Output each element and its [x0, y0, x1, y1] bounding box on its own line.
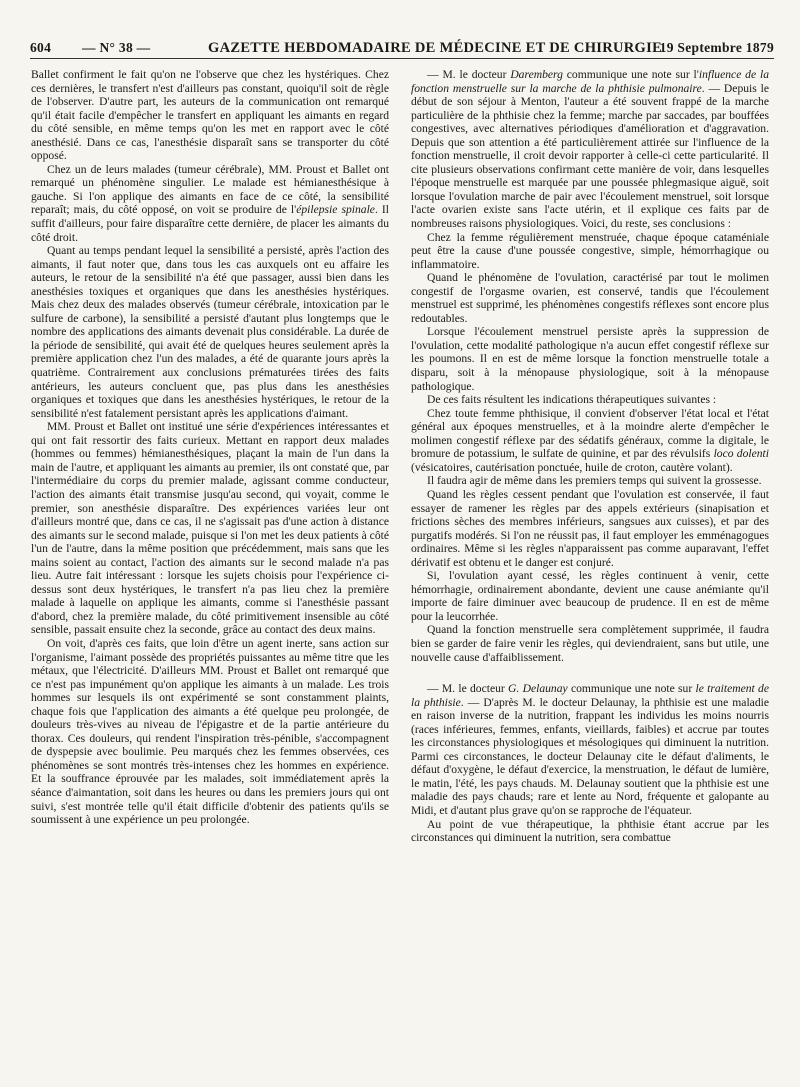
text-run: . — Depuis le début de son séjour à Menton, l'auteur a été souvent frappé de la marche particulière de la phthisie chez la femme; marche par saccades, par bouffées congestives, avec alternatives périodiques d'amélioration et d'aggravation. Depuis que son attention a été particulièrement attirée sur l'influence de la fonction menstruelle, il croit devoir rapporter à celle-ci cette particularité. Il cite plusieurs observations confirmant cette manière de voir, dans lesquelles l'époque menstruelle est marquée par une poussée phlegmasique aiguë, soit lorsque l'ovulation marche de pair avec l'écoulement menstruel, soit lorsque l'acte ovarien existe sans l'acte utérin, et il explique ces faits par de nombreuses raisons physiologiques. Voici, du reste, ses conclusions :	[411, 81, 769, 231]
right-column	[411, 68, 769, 845]
paragraph	[411, 68, 769, 231]
journal-title: GAZETTE HEBDOMADAIRE DE MÉDECINE ET DE CHIRURGIE	[208, 40, 663, 56]
running-header	[30, 36, 774, 59]
text-run: Si, l'ovulation ayant cessé, les règles continuent à venir, cette hémorrhagie, ordinairement abondante, devient une cause anémiante qu'il importe de faire diminuer avec beaucoup de prudence. Il en est de même pour la leucorrhée.	[411, 569, 769, 623]
italic-text: G. Delaunay	[508, 682, 568, 696]
paragraph	[411, 818, 769, 845]
text-run: Chez la femme régulièrement menstruée, chaque époque cataméniale peut être la cause d'une poussée congestive, simple, hémorrhagique ou inflammatoire.	[411, 230, 769, 271]
paragraph	[411, 623, 769, 664]
text-run: — M. le docteur	[427, 682, 509, 696]
paragraph	[411, 325, 769, 393]
issue-date: 19 Septembre 1879	[659, 40, 774, 55]
paragraph	[411, 474, 769, 488]
text-run: Quand le phénomène de l'ovulation, caractérisé par tout le molimen congestif de l'orgasme ovarien, est conservé, tandis que l'écoulement menstruel est supprimé, les phénomènes congestifs réflexes sont encore plus redoutables.	[411, 271, 769, 325]
text-run: Quant au temps pendant lequel la sensibilité a persisté, après l'action des aimants, il faut noter que, dans tous les cas auxquels ont eu affaire les auteurs, le retour de la sensibilité n'a été que passager, aussi bien dans les anesthésies toxiques et organiques que dans les anesthésies hystériques. Mais chez deux des malades observés (tumeur cérébrale, intoxication par le sulfure de carbone), la sensibilité a persisté d'autant plus longtemps que le nombre des applications des aimants devenait plus considérable. La durée de la période de sensibilité, qui avait été de quelques heures seulement après la première application chez l'un des malades, a été de quarante jours après la quatrième. Contrairement aux conclusions prématurées tirées des faits antérieurs, les auteurs concluent que, pas plus dans les anesthésies organiques et toxiques que dans les anesthésies hystériques, le retour de la sensibilité n'est fatalement persistant après les applications d'aimant.	[31, 244, 389, 420]
issue-number: — N° 38 —	[82, 40, 151, 55]
text-run: Lorsque l'écoulement menstruel persiste après la suppression de l'ovulation, cette modalité pathologique n'a aucun effet congestif réflexe sur les poumons. Il en est de même lorsque la fonction menstruelle totale a disparu, soit à la ménopause physiologique, soit à la ménopause pathologique.	[411, 325, 769, 393]
text-run: — M. le docteur	[427, 68, 511, 81]
left-column	[31, 68, 389, 827]
page-number: 604	[30, 40, 52, 55]
text-run: Il faudra agir de même dans les premiers temps qui suivent la grossesse.	[427, 474, 762, 488]
text-run: communique une note sur	[567, 682, 696, 696]
paragraph	[31, 420, 389, 637]
text-run: De ces faits résultent les indications thérapeutiques suivantes :	[427, 393, 717, 407]
paragraph	[411, 393, 769, 407]
italic-text: influence de la fonction menstruelle sur la marche de la phthisie pulmonaire	[411, 68, 769, 95]
paragraph	[411, 271, 769, 325]
text-run: Chez toute femme phthisique, il convient d'observer l'état local et l'état général aux époques menstruelles, et à la moindre alerte d'empêcher le molimen congestif réflexe par des sédatifs généraux, comme la digitale, le bromure de potassium, le sulfate de quinine, et par des révulsifs	[411, 406, 769, 461]
italic-text: le traitement de la phthisie	[411, 682, 769, 709]
paragraph	[31, 637, 389, 827]
paragraph	[31, 244, 389, 420]
text-run: Quand la fonction menstruelle sera complètement supprimée, il faudra bien se garder de faire venir les règles, qui deviendraient, sans but utile, une nouvelle cause d'affaiblissement.	[411, 623, 769, 664]
text-run: . Il suffit d'ailleurs, pour faire disparaître cette dernière, de placer les aimants du côté droit.	[31, 203, 389, 244]
paragraph	[31, 163, 389, 244]
text-run: . — D'après M. le docteur Delaunay, la phthisie est une maladie en raison inverse de la nutrition, frappant les individus les moins nourris (races inférieures, femmes, enfants, vieillards, faibles) et accrue par toutes les circonstances physiologiques et mésologiques qui diminuent la nutrition. Parmi ces circonstances, le docteur Delaunay cite le défaut d'aliments, le défaut d'oxygène, le défaut d'exercice, la menstruation, le défaut de lumière, le matin, l'été, les pays chauds. M. Delaunay soutient que la phthisie est une maladie des pays chauds; rare et lente au Nord, fréquente et galopante au Midi, et d'autant plus grave qu'on se rapproche de l'équateur.	[411, 695, 769, 817]
paragraph	[411, 682, 769, 817]
text-run: Au point de vue thérapeutique, la phthisie étant accrue par les circonstances qui diminuent la nutrition, sera combattue	[411, 817, 769, 845]
paragraph	[31, 68, 389, 163]
paragraph	[411, 407, 769, 475]
text-run: Ballet confirment le fait qu'on ne l'observe que chez les hystériques. Chez ces dernières, le transfert n'est d'ailleurs pas constant, quoiqu'il soit de règle de l'observer. D'autre part, les auteurs de la communication ont remarqué qu'il était facile d'empêcher le transfert en appliquant les aimants en regard du côté sensible, en même temps qu'on les met en rapport avec le côté anesthésié. Dans ce cas, l'anesthésie disparaît sans se transporter du côté opposé.	[31, 68, 389, 163]
text-run: (vésicatoires, cautérisation ponctuée, huile de croton, cautère volant).	[411, 460, 733, 474]
text-run: On voit, d'après ces faits, que loin d'être un agent inerte, sans action sur l'organisme, l'aimant possède des propriétés puissantes au même titre que les métaux, que l'électricité. D'ailleurs MM. Proust et Ballet ont remarqué que ce n'est pas impunément qu'on applique les aimants à un malade. Les trois hommes sur lesquels ils ont expérimenté se sont constamment plaints, chaque fois que l'application des aimants a été quelque peu prolongée, de douleurs très-vives au niveau de l'épigastre et de la partie antérieure du thorax. Ces douleurs, qui rendent l'inspiration très-pénible, s'accompagnent de dyspepsie avec boulimie. Peu marqués chez les femmes observées, ces phénomènes se sont montrés très-intenses chez les hommes en expérience. Et la souffrance éprouvée par les malades, soit immédiatement après la séance d'aimantation, soit dans les heures ou dans les premiers jours qui ont suivi, s'est montrée telle qu'il était difficile d'obtenir des patients qu'ils se soumissent à une expérience un peu prolongée.	[31, 636, 389, 827]
text-run: communique une note sur l'	[562, 68, 699, 81]
paragraph	[411, 569, 769, 623]
text-run: Quand les règles cessent pendant que l'ovulation est conservée, il faut essayer de ramener les règles par des appels extérieurs (sinapisation et frictions sèches des membres inférieurs, sangsues aux cuisses), et par des purgatifs modérés. Si l'on ne réussit pas, il faut employer les emménagogues ordinaires. Même si les règles n'apparaissent pas comme auparavant, l'effet dérivatif est obtenu et le danger est conjuré.	[411, 487, 769, 569]
paragraph	[411, 231, 769, 272]
paragraph	[411, 488, 769, 569]
italic-text: loco dolenti	[713, 447, 769, 461]
text-run: Chez un de leurs malades (tumeur cérébrale), MM. Proust et Ballet ont remarqué un phénomène singulier. Le malade est hémianesthésique à gauche. Si l'on applique des aimants en face de ce côté, la sensibilité reparaît; mais, du côté opposé, on voit se produire de l'	[31, 162, 389, 217]
italic-text: Daremberg	[510, 68, 563, 81]
italic-text: épilepsie spinale	[296, 203, 375, 217]
text-run: MM. Proust et Ballet ont institué une série d'expériences intéressantes et qui ont fait ressortir des faits curieux. Mettant en rapport deux malades (hommes ou femmes) hémianesthésiques, plaçant la main de l'un dans la main de l'autre, et appliquant les aimants au premier, ils ont constaté que, par l'intermédiaire du corps du premier malade, agissant comme conducteur, l'action des aimants était transmise jusqu'au second, qui voyait, comme le premier, son anesthésie disparaître. Des expériences variées leur ont d'ailleurs montré que, dans ce cas, il ne s'agissait pas d'une action à distance des aimants sur le second malade, puisque si l'on met les deux patients à côté l'un de l'autre, dans la même position que précédemment, mais sans que les mains soient au contact, l'action des aimants sur le second malade n'a pas lieu. Autre fait intéressant : lorsque les sujets choisis pour l'expérience ci-dessus sont deux hystériques, le transfert n'a pas lieu chez la première malade à laquelle on applique les aimants, comme si l'anesthésie passant d'abord, chez la première malade, du côté primitivement insensible au côté sensible, passait ensuite chez la seconde, grâce au contact des deux mains.	[31, 420, 389, 637]
